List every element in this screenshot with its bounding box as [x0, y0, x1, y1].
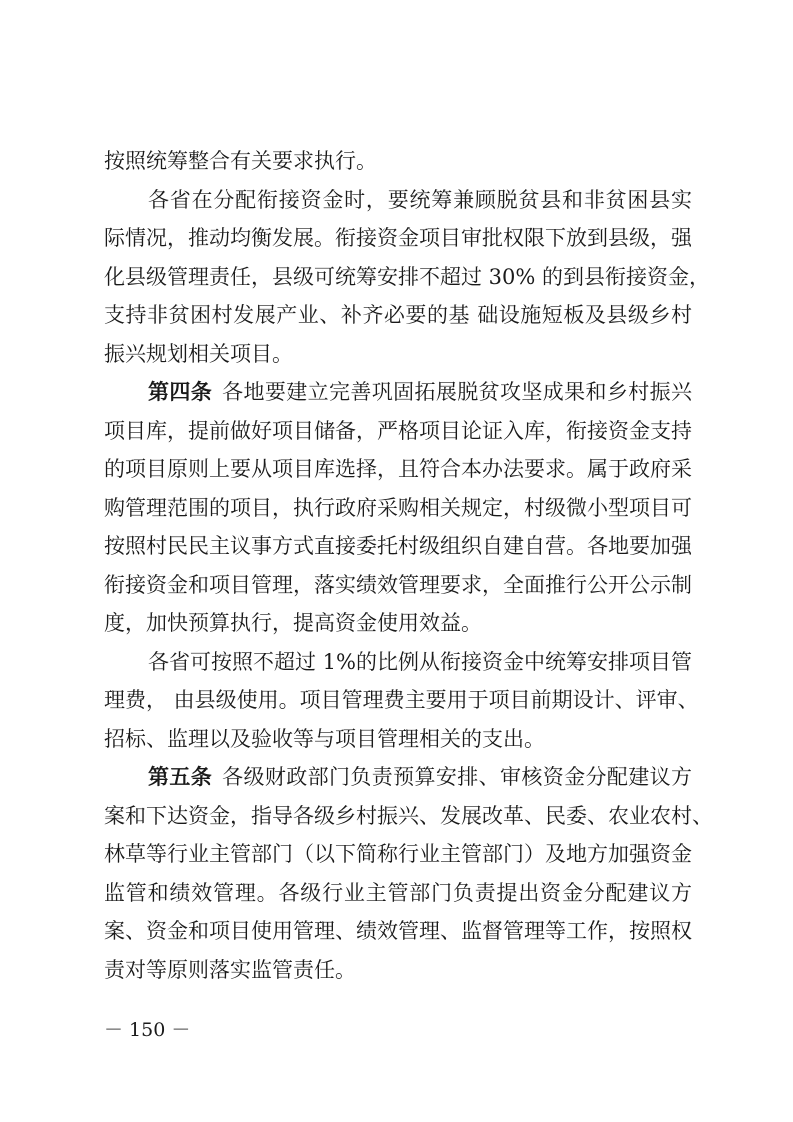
article-first-line	[104, 373, 692, 412]
article-heading: 第四条	[148, 379, 213, 404]
text-line: 案和下达资金，指导各级乡村振兴、发展改革、民委、农业农村、	[104, 803, 713, 828]
text-line: 衔接资金和项目管理，落实绩效管理要求，全面推行公开公示制	[104, 572, 692, 597]
text-line: 按照村民民主议事方式直接委托村级组织自建自营。各地要加强	[104, 534, 692, 558]
text-line: 理费， 由县级使用。项目管理费主要用于项目前期设计、评审、	[104, 688, 699, 712]
text-line: 际情况，推动均衡发展。衔接资金项目审批权限下放到县级，强	[104, 226, 692, 250]
text-line: 责对等原则落实监管责任。	[104, 957, 356, 982]
text-line: 化县级管理责任，县级可统筹安排不超过 30% 的到县衔接资金，	[104, 264, 711, 289]
text-line: 支持非贫困村发展产业、补齐必要的基 础设施短板及县级乡村	[104, 303, 692, 327]
text-line: 的项目原则上要从项目库选择，且符合本办法要求。属于政府采	[104, 457, 692, 481]
text-line: 各地要建立完善巩固拓展脱贫攻坚成果和乡村振兴	[222, 380, 692, 404]
page-number: － 150 －	[104, 1019, 191, 1041]
text-line: 各级财政部门负责预算安排、审核资金分配建议方	[222, 765, 692, 789]
article-heading: 第五条	[148, 764, 213, 789]
text-line: 购管理范围的项目，执行政府采购相关规定，村级微小型项目可	[104, 495, 692, 520]
text-line: 案、资金和项目使用管理、绩效管理、监督管理等工作，按照权	[104, 919, 692, 943]
text-line: 度，加快预算执行，提高资金使用效益。	[104, 611, 482, 635]
text-line: 振兴规划相关项目。	[104, 341, 293, 366]
text-line: 按照统筹整合有关要求执行。	[104, 149, 377, 173]
article-first-line	[104, 758, 692, 797]
text-line: 各省可按照不超过 1%的比例从衔接资金中统筹安排项目管	[148, 649, 692, 674]
page-body	[104, 142, 713, 989]
text-line: 招标、监理以及验收等与项目管理相关的支出。	[104, 726, 545, 751]
text-line: 各省在分配衔接资金时，要统筹兼顾脱贫县和非贫困县实	[148, 187, 692, 212]
text-line: 林草等行业主管部门（以下简称行业主管部门）及地方加强资金	[104, 842, 692, 866]
text-line: 监管和绩效管理。各级行业主管部门负责提出资金分配建议方	[104, 880, 692, 905]
text-line: 项目库，提前做好项目储备，严格项目论证入库，衔接资金支持	[104, 418, 692, 443]
